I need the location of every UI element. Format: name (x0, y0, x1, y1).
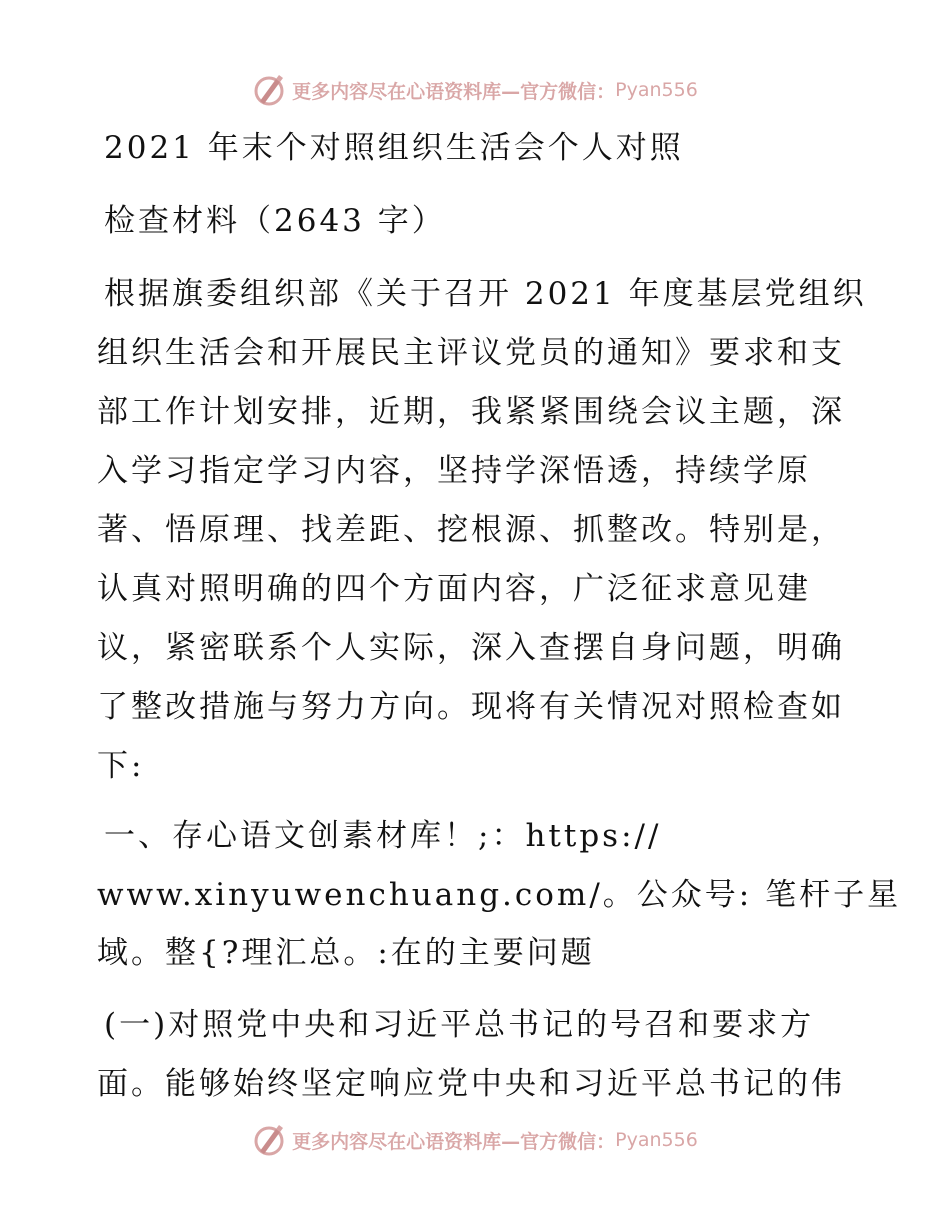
section-heading-line: 一、存心语文创素材库！;：https:// (104, 818, 662, 854)
document-title-line-1: 2021 年末个对照组织生活会个人对照 (104, 130, 684, 166)
watermark-banner-bottom (0, 1120, 950, 1160)
section-heading-line: 域。整{?理汇总。:在的主要问题 (97, 935, 595, 971)
paragraph-line: 入学习指定学习内容，坚持学深悟透，持续学原 (97, 453, 811, 489)
document-title-line-2: 检查材料（2643 字） (104, 203, 446, 239)
paragraph-line: 认真对照明确的四个方面内容，广泛征求意见建 (97, 571, 811, 607)
pen-logo-icon (252, 73, 286, 107)
watermark-text: 更多内容尽在心语资料库—官方微信： (292, 80, 616, 103)
paragraph-line: 组织生活会和开展民主评议党员的通知》要求和支 (97, 335, 845, 371)
watermark-banner-inner (252, 73, 698, 107)
paragraph-line: 著、悟原理、找差距、挖根源、抓整改。特别是， (97, 512, 845, 548)
paragraph-line: 根据旗委组织部《关于召开 2021 年度基层党组织 (104, 276, 867, 312)
pen-logo-icon (252, 1123, 286, 1157)
section-heading-line: www.xinyuwenchuang.com/。公众号: 笔杆子星 (97, 877, 902, 913)
paragraph-line: 议，紧密联系个人实际，深入查摆自身问题，明确 (97, 630, 845, 666)
watermark-banner-top (0, 70, 950, 110)
paragraph-line: 下: (97, 748, 145, 784)
paragraph-line: 部工作计划安排，近期，我紧紧围绕会议主题，深 (97, 394, 845, 430)
paragraph-line: 面。能够始终坚定响应党中央和习近平总书记的伟 (97, 1066, 845, 1102)
watermark-contact: Pyan556 (615, 1129, 698, 1151)
watermark-contact: Pyan556 (615, 79, 698, 101)
watermark-text: 更多内容尽在心语资料库—官方微信： (292, 1130, 616, 1153)
paragraph-line: 了整改措施与努力方向。现将有关情况对照检查如 (97, 689, 845, 725)
subsection-line: (一)对照党中央和习近平总书记的号召和要求方 (104, 1007, 815, 1043)
watermark-banner-inner (252, 1123, 698, 1157)
